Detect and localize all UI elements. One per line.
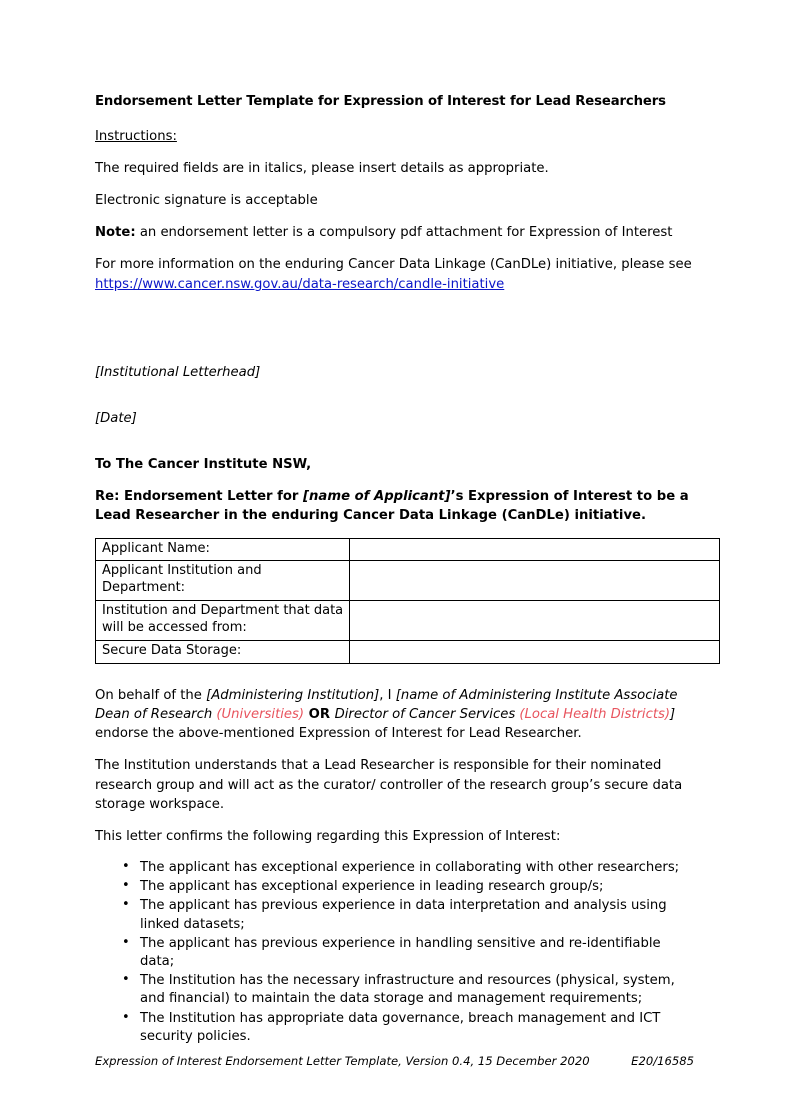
table-row [96,641,720,664]
director-role-text: Director of Cancer Services [334,707,520,723]
behalf-part-1: On behalf of the [95,687,207,703]
spacer-before-addressee [95,428,696,455]
or-connector: OR [304,707,335,723]
table-cell-label: Applicant Name: [96,538,350,561]
closing-bracket: ] [670,707,676,723]
list-item: • The applicant has exceptional experience in collaborating with other researchers; [95,859,696,877]
instructions-heading [95,129,696,146]
candle-initiative-link[interactable]: https://www.cancer.nsw.gov.au/data-research/candle-initiative [95,276,505,292]
list-item: • The applicant has previous experience in data interpretation and analysis using linked datasets; [95,897,696,933]
list-item: • The applicant has exceptional experience in leading research group/s; [95,878,696,896]
note-paragraph [95,223,696,242]
addressee-line: To The Cancer Institute NSW, [95,456,312,472]
table-cell-value[interactable] [350,561,720,601]
list-item: • The Institution has the necessary infrastructure and resources (physical, system, and financial) to maintain the data storage and management requirements; [95,972,696,1008]
local-health-districts-note: (Local Health Districts) [519,707,671,723]
spacer-before-letterhead [95,307,696,363]
behalf-part-3: endorse the above-mentioned Expression of Interest for Lead Researcher. [95,726,582,742]
table-cell-label: Secure Data Storage: [96,641,350,664]
more-info-prefix: For more information on the enduring Cancer Data Linkage (CanDLe) initiative, please see [95,257,692,273]
name-role-placeholder: [name of Administering Institute Associate Dean of Research [95,687,678,723]
page-title: Endorsement Letter Template for Expression of Interest for Lead Researchers [95,94,666,109]
understanding-paragraph: The Institution understands that a Lead Researcher is responsible for their nominated research group and will act as the curator/ controller of the research group’s secure data storage workspace. [95,758,683,812]
administering-institution-placeholder: [Administering Institution] [206,687,380,703]
table-row [96,561,720,601]
instructions-heading-text: Instructions: [95,128,177,144]
date-placeholder: [Date] [95,410,137,426]
table-cell-label: Institution and Department that data will be accessed from: [96,601,350,641]
list-item: • The Institution has appropriate data governance, breach management and ICT security policies. [95,1010,696,1046]
table-cell-value[interactable] [350,601,720,641]
note-label: Note: [95,225,136,241]
applicant-details-table [95,538,720,664]
applicant-name-placeholder: [name of Applicant] [303,489,451,505]
list-item: • The applicant has previous experience in handling sensitive and re-identifiable data; [95,935,696,971]
document-body [95,94,696,1047]
instructions-line-1: The required fields are in italics, please insert details as appropriate. [95,161,549,176]
table-cell-label: Applicant Institution and Department: [96,561,350,601]
subject-line [95,488,696,525]
spacer-before-date [95,382,696,409]
confirmation-list [95,859,696,1046]
behalf-part-2: , I [379,687,396,703]
table-cell-value[interactable] [350,641,720,664]
instructions-line-2: Electronic signature is acceptable [95,193,318,209]
confirms-intro-paragraph: This letter confirms the following regarding this Expression of Interest: [95,828,561,844]
note-text: an endorsement letter is a compulsory pdf attachment for Expression of Interest [135,225,673,241]
table-cell-value[interactable] [350,538,720,561]
subject-part-2: ’s Expression of Interest to be a Lead Researcher in the enduring Cancer Data Linkage (CanDLe) initiative. [95,489,689,523]
subject-part-1: Re: Endorsement Letter for [95,489,304,505]
page-footer [95,1054,696,1068]
table-row [96,538,720,561]
footer-reference-number: E20/16585 [631,1054,694,1068]
more-info-paragraph [95,255,696,293]
universities-note: (Universities) [216,707,305,723]
table-row [96,601,720,641]
footer-template-info: Expression of Interest Endorsement Letter Template, Version 0.4, 15 December 2020 [95,1054,590,1068]
letterhead-placeholder: [Institutional Letterhead] [95,364,261,380]
behalf-paragraph [95,686,696,743]
